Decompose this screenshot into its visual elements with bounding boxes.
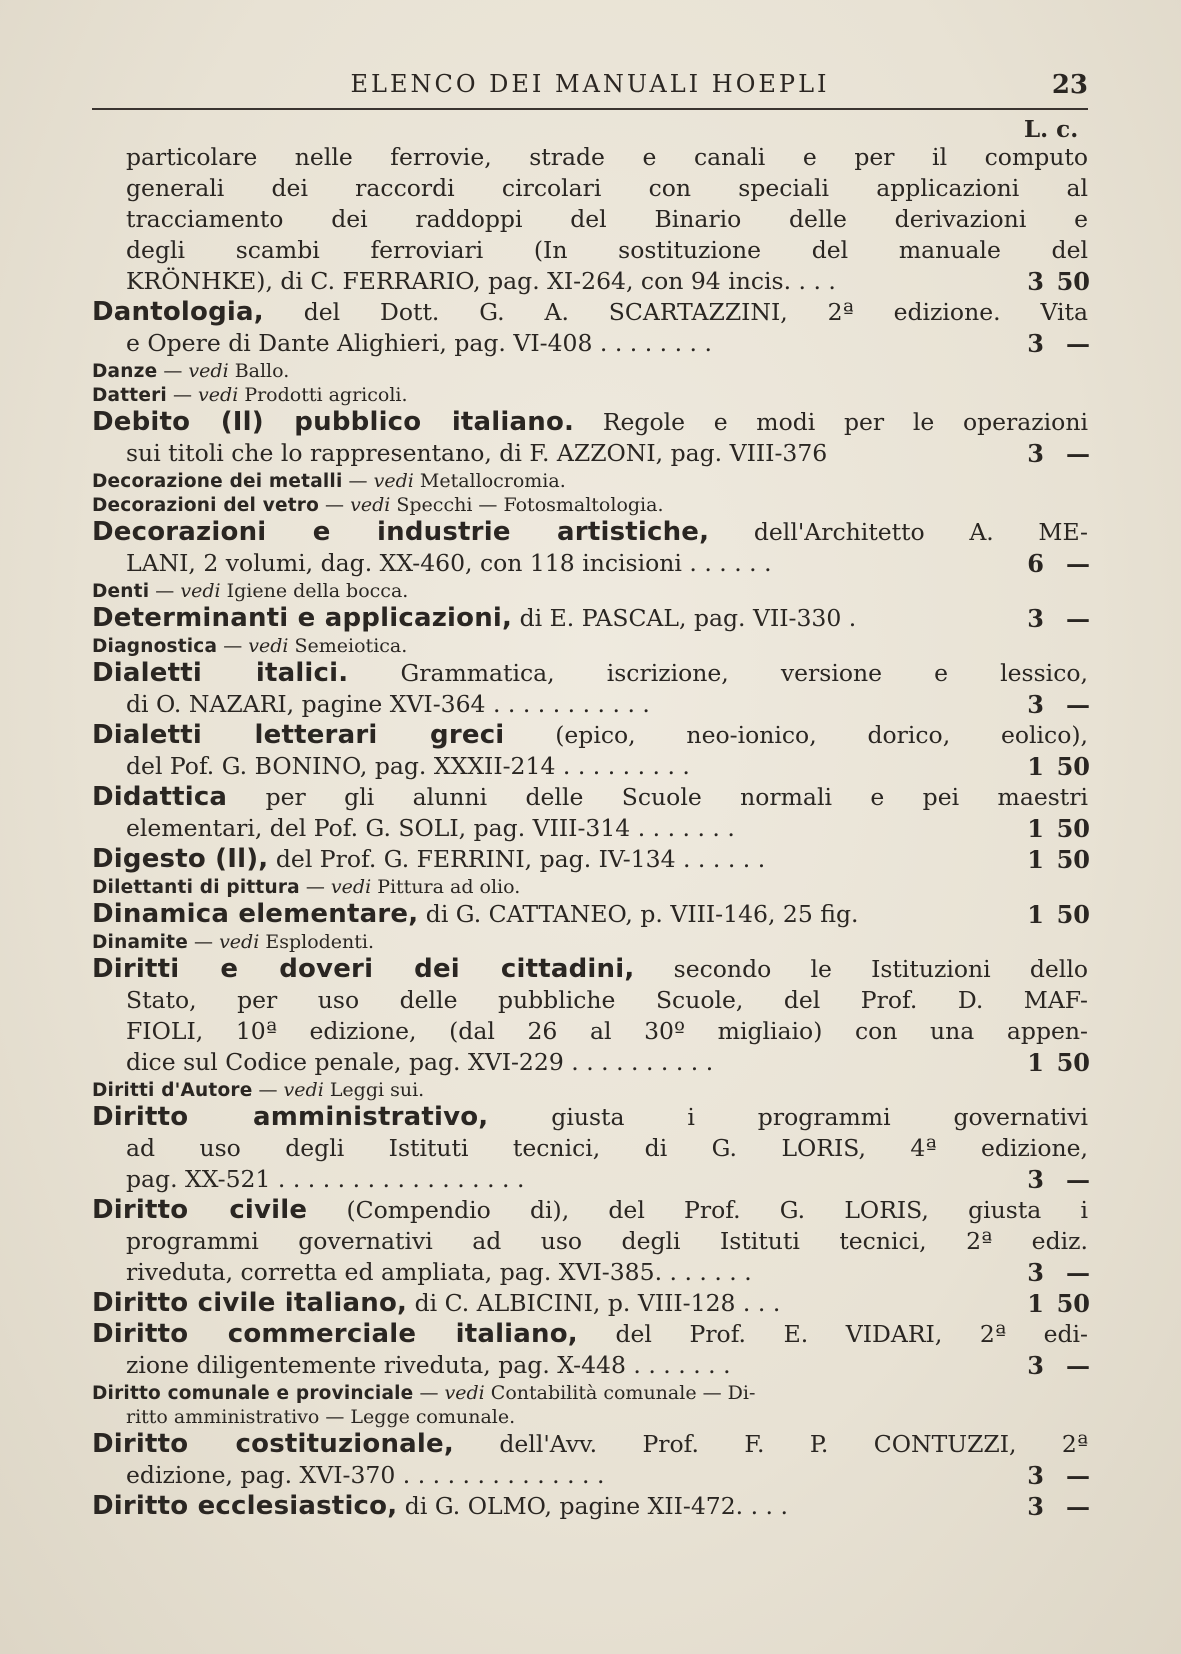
entry-price bbox=[1020, 1288, 1090, 1319]
entry-text bbox=[126, 985, 1088, 1016]
entry-price bbox=[1020, 328, 1090, 359]
entry-text bbox=[126, 173, 1088, 204]
vedi-label: vedi bbox=[444, 1382, 485, 1404]
catalog-entry bbox=[92, 954, 1088, 985]
entry-text bbox=[126, 548, 1016, 579]
entry-line bbox=[92, 1016, 1088, 1047]
entry-text bbox=[126, 1133, 1088, 1164]
catalog-entry bbox=[92, 720, 1088, 751]
cross-reference-text: Diagnostica — vedi Semeiotica. bbox=[92, 635, 408, 657]
entry-price bbox=[1020, 438, 1090, 469]
entry-title: Diritto ecclesiastico, bbox=[92, 1491, 398, 1521]
entry-title: Determinanti e applicazioni, bbox=[92, 603, 513, 633]
cross-reference-term: Diritto comunale e provinciale bbox=[92, 1383, 414, 1404]
catalog-entry bbox=[92, 407, 1088, 438]
entry-line bbox=[92, 1350, 1088, 1381]
cross-reference-term: Decorazione dei metalli bbox=[92, 471, 343, 492]
entry-title: Dinamica elementare, bbox=[92, 899, 419, 929]
entry-description: del Dott. G. A. SCARTAZZINI, 2ª edizione. Vita bbox=[303, 298, 1088, 326]
price-lire: 3 bbox=[1027, 1492, 1044, 1521]
entry-text bbox=[126, 813, 1016, 844]
entry-line bbox=[92, 751, 1088, 782]
entry-title: Dialetti letterari greci bbox=[92, 720, 505, 750]
entry-title: Diritto amministrativo, bbox=[92, 1102, 489, 1132]
cross-reference-target: Esplodenti. bbox=[265, 931, 375, 953]
entry-line bbox=[92, 985, 1088, 1016]
catalog-entry bbox=[92, 1102, 1088, 1133]
entry-description: dell'Avv. Prof. F. P. CONTUZZI, 2ª bbox=[499, 1430, 1088, 1458]
entry-price bbox=[1020, 603, 1090, 634]
entry-text bbox=[92, 1319, 1088, 1350]
entry-title: Diritti e doveri dei cittadini, bbox=[92, 954, 635, 984]
cross-reference bbox=[92, 383, 1088, 407]
price-lire: 1 bbox=[1027, 845, 1044, 874]
entry-price bbox=[1020, 548, 1090, 579]
entry-description: di G. OLMO, pagine XII-472. . . . bbox=[404, 1492, 788, 1520]
entry-price bbox=[1020, 266, 1090, 297]
entry-text bbox=[92, 1491, 1016, 1522]
entry-description: programmi governativi ad uso degli Istituti tecnici, 2ª ediz. bbox=[126, 1227, 1088, 1255]
price-lire: 3 bbox=[1027, 439, 1044, 468]
entry-line bbox=[92, 173, 1088, 204]
vedi-label: vedi bbox=[248, 635, 289, 657]
entry-price bbox=[1020, 1047, 1090, 1078]
entry-description: pag. XX-521 . . . . . . . . . . . . . . . . . bbox=[126, 1165, 525, 1193]
entry-title: Diritto civile bbox=[92, 1195, 308, 1225]
entry-title: Diritto civile italiano, bbox=[92, 1288, 408, 1318]
cross-reference-target: Metallocromia. bbox=[419, 470, 566, 492]
entry-description: edizione, pag. XVI-370 . . . . . . . . . . . . . . bbox=[126, 1461, 605, 1489]
cross-reference-target: Prodotti agricoli. bbox=[244, 384, 408, 406]
running-title: ELENCO DEI MANUALI HOEPLI bbox=[350, 70, 830, 98]
entry-text bbox=[126, 1460, 1016, 1491]
catalog-entry bbox=[92, 844, 1088, 875]
price-centesimi: 50 bbox=[1056, 900, 1090, 929]
entry-text bbox=[126, 1047, 1016, 1078]
entry-line bbox=[92, 1047, 1088, 1078]
vedi-label: vedi bbox=[180, 580, 221, 602]
entry-description: di G. CATTANEO, p. VIII-146, 25 fig. bbox=[425, 900, 859, 928]
entry-text bbox=[92, 954, 1088, 985]
price-centesimi: 50 bbox=[1056, 1048, 1090, 1077]
catalog-entry bbox=[92, 517, 1088, 548]
entry-price bbox=[1020, 1460, 1090, 1491]
price-centesimi: 50 bbox=[1056, 1289, 1090, 1318]
entry-description: zione diligentemente riveduta, pag. X-448 . . . . . . . bbox=[126, 1351, 731, 1379]
vedi-label: vedi bbox=[330, 876, 372, 898]
entry-price bbox=[1020, 813, 1090, 844]
entry-price bbox=[1020, 1257, 1090, 1288]
price-centesimi: — bbox=[1066, 549, 1090, 578]
entry-description: del Prof. E. VIDARI, 2ª edi- bbox=[615, 1320, 1088, 1348]
catalog-entry bbox=[92, 1319, 1088, 1350]
entry-text bbox=[126, 438, 1016, 469]
cross-reference-term: Dilettanti di pittura bbox=[92, 877, 300, 898]
entry-description: FIOLI, 10ª edizione, (dal 26 al 30º migliaio) con una appen- bbox=[126, 1017, 1088, 1045]
vedi-label: vedi bbox=[198, 384, 239, 406]
price-lire: 1 bbox=[1027, 1289, 1044, 1318]
cross-reference-target: Contabilità comunale — Di- bbox=[490, 1382, 756, 1404]
entry-description: di E. PASCAL, pag. VII-330 . bbox=[519, 604, 857, 632]
entry-title: Digesto (Il), bbox=[92, 844, 269, 874]
entry-description: giusta i programmi governativi bbox=[551, 1103, 1088, 1131]
entry-text bbox=[92, 720, 1088, 751]
cross-reference-target: Semeiotica. bbox=[294, 635, 408, 657]
price-lire: 3 bbox=[1027, 1461, 1044, 1490]
price-centesimi: — bbox=[1066, 1165, 1090, 1194]
price-centesimi: — bbox=[1066, 1258, 1090, 1287]
entry-text bbox=[126, 328, 1016, 359]
price-centesimi: — bbox=[1066, 1492, 1090, 1521]
entry-line bbox=[92, 204, 1088, 235]
entry-title: Diritto commerciale italiano, bbox=[92, 1319, 578, 1349]
entry-text bbox=[92, 1429, 1088, 1460]
entry-price bbox=[1020, 1491, 1090, 1522]
cross-reference-text: Dilettanti di pittura — vedi Pittura ad olio. bbox=[92, 876, 521, 898]
cross-reference-line: ritto amministrativo — Legge comunale. bbox=[126, 1406, 516, 1428]
cross-reference-target: Leggi sui. bbox=[329, 1079, 425, 1101]
entry-description: di O. NAZARI, pagine XVI-364 . . . . . . . . . . . bbox=[126, 690, 650, 718]
price-lire: 3 bbox=[1027, 1351, 1044, 1380]
catalog-entry bbox=[92, 1429, 1088, 1460]
cross-reference-target: Pittura ad olio. bbox=[377, 876, 521, 898]
cross-reference bbox=[92, 493, 1088, 517]
entry-title: Dantologia, bbox=[92, 297, 264, 327]
price-lire: 3 bbox=[1027, 1165, 1044, 1194]
entry-title: Decorazioni e industrie artistiche, bbox=[92, 517, 710, 547]
entry-description: secondo le Istituzioni dello bbox=[673, 955, 1088, 983]
entry-price bbox=[1020, 1350, 1090, 1381]
entry-description: dice sul Codice penale, pag. XVI-229 . . . . . . . . . . bbox=[126, 1048, 714, 1076]
entry-description: generali dei raccordi circolari con speciali applicazioni al bbox=[126, 174, 1088, 202]
entry-description: riveduta, corretta ed ampliata, pag. XVI-385. . . . . . . bbox=[126, 1258, 752, 1286]
entry-text bbox=[126, 1016, 1088, 1047]
entry-description: sui titoli che lo rappresentano, di F. AZZONI, pag. VIII-376 bbox=[126, 439, 828, 467]
entry-description: (epico, neo-ionico, dorico, eolico), bbox=[555, 721, 1088, 749]
price-lire: 3 bbox=[1027, 690, 1044, 719]
price-lire: 3 bbox=[1027, 267, 1044, 296]
price-centesimi: 50 bbox=[1056, 752, 1090, 781]
entry-line bbox=[92, 1164, 1088, 1195]
entry-description: Grammatica, iscrizione, versione e lessico, bbox=[400, 659, 1088, 687]
price-lire: 6 bbox=[1027, 549, 1044, 578]
cross-reference-continuation bbox=[92, 1405, 1088, 1429]
entry-text bbox=[92, 658, 1088, 689]
price-lire: 3 bbox=[1027, 1258, 1044, 1287]
entry-description: del Prof. G. FERRINI, pag. IV-134 . . . . . . bbox=[275, 845, 766, 873]
entry-line bbox=[92, 328, 1088, 359]
entry-text bbox=[126, 1257, 1016, 1288]
catalog-entry bbox=[92, 142, 1088, 173]
entry-description: ad uso degli Istituti tecnici, di G. LORIS, 4ª edizione, bbox=[126, 1134, 1088, 1162]
entry-line bbox=[92, 1460, 1088, 1491]
entry-text bbox=[126, 266, 1016, 297]
cross-reference-text: Decorazione dei metalli — vedi Metallocromia. bbox=[92, 470, 566, 492]
entry-description: particolare nelle ferrovie, strade e canali e per il computo bbox=[126, 143, 1088, 171]
entry-title: Debito (Il) pubblico italiano. bbox=[92, 407, 575, 437]
cross-reference bbox=[92, 930, 1088, 954]
entry-line bbox=[92, 235, 1088, 266]
entry-line bbox=[92, 548, 1088, 579]
cross-reference-text: Diritto comunale e provinciale — vedi Contabilità comunale — Di- bbox=[92, 1382, 756, 1404]
cross-reference-target: Ballo. bbox=[234, 360, 290, 382]
cross-reference-text: Denti — vedi Igiene della bocca. bbox=[92, 580, 409, 602]
price-lire: 3 bbox=[1027, 329, 1044, 358]
price-lire: 1 bbox=[1027, 900, 1044, 929]
entry-line bbox=[92, 438, 1088, 469]
entry-line bbox=[92, 1257, 1088, 1288]
cross-reference-term: Diritti d'Autore bbox=[92, 1080, 253, 1101]
cross-reference-term: Denti bbox=[92, 581, 150, 602]
vedi-label: vedi bbox=[350, 494, 391, 516]
running-head bbox=[92, 68, 1088, 110]
entry-description: elementari, del Pof. G. SOLI, pag. VIII-314 . . . . . . . bbox=[126, 814, 735, 842]
cross-reference-target: Specchi — Fotosmaltologia. bbox=[396, 494, 664, 516]
cross-reference bbox=[92, 1078, 1088, 1102]
entry-text bbox=[92, 782, 1088, 813]
entry-price bbox=[1020, 689, 1090, 720]
vedi-label: vedi bbox=[373, 470, 414, 492]
page-number: 23 bbox=[1051, 70, 1088, 100]
catalog-entry bbox=[92, 603, 1088, 634]
vedi-label: vedi bbox=[283, 1079, 324, 1101]
price-centesimi: 50 bbox=[1056, 845, 1090, 874]
entry-description: tracciamento dei raddoppi del Binario delle derivazioni e bbox=[126, 205, 1088, 233]
entry-description: LANI, 2 volumi, dag. XX-460, con 118 incisioni . . . . . . bbox=[126, 549, 772, 577]
entry-line bbox=[92, 813, 1088, 844]
entry-description: dell'Architetto A. ME- bbox=[753, 518, 1088, 546]
catalog-entry bbox=[92, 658, 1088, 689]
cross-reference-text: Decorazioni del vetro — vedi Specchi — Fotosmaltologia. bbox=[92, 494, 664, 516]
currency-column-label: L. c. bbox=[1024, 116, 1079, 143]
cross-reference bbox=[92, 1381, 1088, 1405]
entry-description: degli scambi ferroviari (In sostituzione del manuale del bbox=[126, 236, 1088, 264]
price-centesimi: 50 bbox=[1056, 814, 1090, 843]
cross-reference-text: Diritti d'Autore — vedi Leggi sui. bbox=[92, 1079, 425, 1101]
catalog-entry bbox=[92, 297, 1088, 328]
vedi-label: vedi bbox=[219, 931, 260, 953]
price-lire: 1 bbox=[1027, 814, 1044, 843]
cross-reference-term: Dinamite bbox=[92, 932, 188, 953]
entry-text bbox=[126, 1164, 1016, 1195]
entry-text bbox=[92, 517, 1088, 548]
entry-text bbox=[126, 204, 1088, 235]
entry-text bbox=[92, 1195, 1088, 1226]
catalog-entry bbox=[92, 1195, 1088, 1226]
price-centesimi: — bbox=[1066, 329, 1090, 358]
catalog-entry bbox=[92, 1288, 1088, 1319]
entry-text bbox=[92, 407, 1088, 438]
entry-text bbox=[92, 297, 1088, 328]
cross-reference bbox=[92, 579, 1088, 603]
price-lire: 1 bbox=[1027, 752, 1044, 781]
entry-description: e Opere di Dante Alighieri, pag. VI-408 . . . . . . . . bbox=[126, 329, 712, 357]
cross-reference bbox=[92, 634, 1088, 658]
entry-text bbox=[92, 1102, 1088, 1133]
vedi-label: vedi bbox=[188, 360, 229, 382]
entry-description: Stato, per uso delle pubbliche Scuole, del Prof. D. MAF- bbox=[126, 986, 1088, 1014]
entry-description: di C. ALBICINI, p. VIII-128 . . . bbox=[414, 1289, 781, 1317]
entry-title: Diritto costituzionale, bbox=[92, 1429, 454, 1459]
entry-title: Didattica bbox=[92, 782, 228, 812]
price-centesimi: — bbox=[1066, 690, 1090, 719]
cross-reference-target: Igiene della bocca. bbox=[226, 580, 409, 602]
catalog-entry bbox=[92, 1491, 1088, 1522]
entry-price bbox=[1020, 844, 1090, 875]
price-centesimi: 50 bbox=[1056, 267, 1090, 296]
entry-line bbox=[92, 1133, 1088, 1164]
entry-text bbox=[126, 751, 1016, 782]
entry-description: per gli alunni delle Scuole normali e pei maestri bbox=[265, 783, 1088, 811]
catalog-entries bbox=[92, 142, 1088, 1522]
entry-text bbox=[92, 603, 1016, 634]
entry-text bbox=[126, 1226, 1088, 1257]
entry-text bbox=[92, 1288, 1016, 1319]
entry-price bbox=[1020, 751, 1090, 782]
cross-reference-term: Datteri bbox=[92, 385, 167, 406]
entry-text bbox=[126, 1350, 1016, 1381]
price-lire: 3 bbox=[1027, 604, 1044, 633]
entry-description: (Compendio di), del Prof. G. LORIS, giusta i bbox=[346, 1196, 1088, 1224]
entry-price bbox=[1020, 1164, 1090, 1195]
price-centesimi: — bbox=[1066, 1461, 1090, 1490]
entry-line bbox=[92, 689, 1088, 720]
entry-text bbox=[92, 899, 1016, 930]
entry-description: Regole e modi per le operazioni bbox=[602, 408, 1088, 436]
entry-text bbox=[92, 844, 1016, 875]
cross-reference-text: Dinamite — vedi Esplodenti. bbox=[92, 931, 375, 953]
price-lire: 1 bbox=[1027, 1048, 1044, 1077]
entry-text bbox=[126, 235, 1088, 266]
catalog-entry bbox=[92, 782, 1088, 813]
entry-line bbox=[92, 1226, 1088, 1257]
entry-description: KRÖNHKE), di C. FERRARIO, pag. XI-264, con 94 incis. . . . bbox=[126, 267, 836, 295]
cross-reference-term: Danze bbox=[92, 361, 158, 382]
price-centesimi: — bbox=[1066, 439, 1090, 468]
entry-price bbox=[1020, 899, 1090, 930]
entry-line bbox=[92, 266, 1088, 297]
cross-reference bbox=[92, 359, 1088, 383]
cross-reference-term: Decorazioni del vetro bbox=[92, 495, 320, 516]
price-centesimi: — bbox=[1066, 604, 1090, 633]
entry-text bbox=[126, 689, 1016, 720]
cross-reference bbox=[92, 875, 1088, 899]
price-centesimi: — bbox=[1066, 1351, 1090, 1380]
cross-reference-text: Datteri — vedi Prodotti agricoli. bbox=[92, 384, 408, 406]
catalog-entry bbox=[92, 899, 1088, 930]
entry-title: Dialetti italici. bbox=[92, 658, 349, 688]
cross-reference bbox=[92, 469, 1088, 493]
entry-text bbox=[126, 142, 1088, 173]
cross-reference-text: Danze — vedi Ballo. bbox=[92, 360, 290, 382]
entry-description: del Pof. G. BONINO, pag. XXXII-214 . . . . . . . . . bbox=[126, 752, 690, 780]
cross-reference-term: Diagnostica bbox=[92, 636, 218, 657]
